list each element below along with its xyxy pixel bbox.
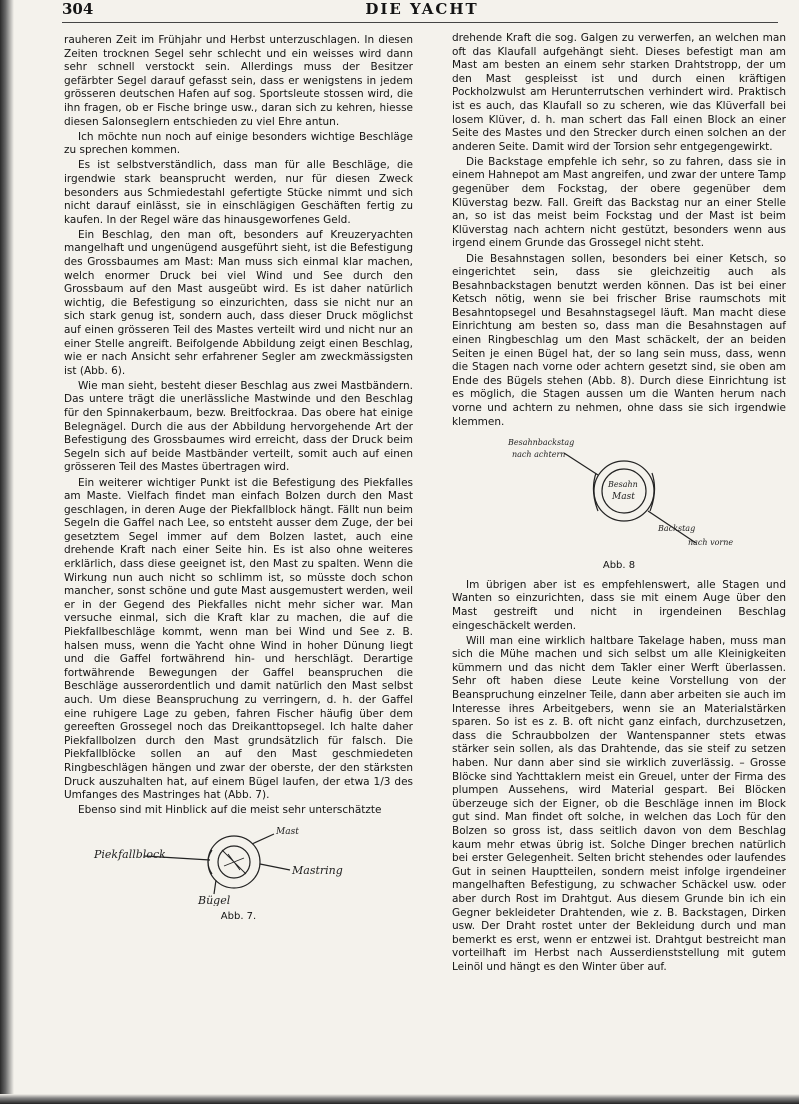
paragraph: drehende Kraft die sog. Galgen zu verwerfen, an welchen man oft das Klaufall aufgehängt sieht. Dieses befestigt man am Mast am besten an einem sehr starken Drahtstropp, der um den Mast gespleisst ist und durch einen kräftigen Pockholzwulst am Herunterrutschen verhindert wird. Praktisch ist es auch, das Klaufall so zu scheren, wie das Klüverfall bei losem Klüver, d. h. man schert das Fall einen Block an einer Seite des Mastes und den Strecker durch einen solchen an der anderen Seite. Damit wird der Torsion sehr entgegengewirkt. [452,32,786,153]
label-nach-vorne: nach vorne [688,538,734,548]
paragraph: rauheren Zeit im Frühjahr und Herbst unterzuschlagen. In diesen Zeiten trocknen Segel sehr schlecht und ein weisses wird dann sehr schnell verstockt sein. Allerdings muss der Besitzer gefärbter Segel darauf gefasst sein, dass er wenigstens in jedem grösseren deutschen Hafen auf sog. Sportsleute stossen wird, die ihn fragen, ob er Fische bringe usw., daran sich zu kehren, hiesse diesen Salonseglern entschieden zu viel Ehre antun. [64,34,413,128]
pointer-mastring [260,864,290,870]
page-shadow-bottom [0,1094,799,1104]
label-backstag: Backstag [658,524,696,534]
label-besahnbackstag: Besahnbackstag [508,438,575,448]
label-mast: Mast [276,826,299,837]
page-shadow-left [0,0,14,1104]
pointer-buegel [214,880,216,894]
page-number: 304 [62,0,94,18]
paragraph: Es ist selbstverständlich, dass man für alle Beschläge, die irgendwie stark beansprucht werden, nur für diesen Zweck besonders aus Schmiedestahl gefertigte Stücke nimmt und sich nicht darauf einlässt, sie in einschlägigen Geschäften fertig zu kaufen. In der Regel wäre das hinausgeworfenes Geld. [64,159,413,226]
paragraph: Ich möchte nun noch auf einige besonders wichtige Beschläge zu sprechen kommen. [64,130,413,157]
paragraph: Die Backstage empfehle ich sehr, so zu fahren, dass sie in einem Hahnepot am Mast angreifen, und zwar der untere Tamp gegenüber dem Fockstag, der obere gegenüber dem Klüverstag bezw. Fall. Greift das Backstag nur an einer Stelle an, so ist das meist beim Fockstag und der Mast ist beim Klüverstag nach achtern nicht gestützt, besonders wenn aus irgend einem Grunde das Grossegel nicht steht. [452,155,786,250]
paragraph: Die Besahnstagen sollen, besonders bei einer Ketsch, so eingerichtet sein, dass sie gleichzeitig auch als Besahnbackstagen benutzt werden können. Das ist bei einer Ketsch nötig, wenn sie bei frischer Brise raumschots mit Besahntopsegel und Besahnstagsegel läuft. Man macht diese Einrichtung am besten so, dass man die Besahnstagen auf einen Ringbeschlag um den Mast schäckelt, der an beiden Seiten je einen Bügel hat, der so lang sein muss, dass, wenn die Stagen nach vorne oder achtern gesetzt sind, sie oben am Ende des Bügels stehen (Abb. 8). Durch diese Einrichtung ist es möglich, die Stagen aussen um die Wanten herum nach vorne und achtern zu nehmen, ohne dass sie sich irgendwie klemmen. [452,252,786,428]
label-mast: Mast [612,492,635,503]
stag-achtern-line [564,453,598,475]
label-mastring: Mastring [292,863,343,877]
right-column [452,32,786,976]
figure-7-caption: Abb. 7. [220,910,257,922]
figure-7-sketch [64,822,413,906]
paragraph: Ein Beschlag, den man oft, besonders auf Kreuzeryachten mangelhaft und ungenügend ausgeführt sieht, ist die Befestigung des Grossbaumes am Mast: Man muss sich einmal klar machen, welch enormer Druck bei viel Wind und See durch den Grossbaum auf den Mast ausgeübt wird. Es ist daher natürlich wichtig, die Befestigung so einzurichten, dass sie nicht nur an sich stark genug ist, sondern auch, dass dieser Druck möglichst auf einen grösseren Teil des Mastes verteilt wird und nicht nur an einer Stelle angreift. Beifolgende Abbildung zeigt einen Beschlag, wie er nach Ansicht sehr erfahrener Segler am zweckmässigsten ist (Abb. 6). [64,228,413,377]
figure-8-sketch [452,433,786,555]
left-column [64,34,413,929]
label-besahn: Besahn [608,480,638,490]
pointer-mast [252,834,274,844]
header-rule [62,22,778,23]
label-piekfallblock: Piekfallblock [94,847,166,861]
paragraph: Ebenso sind mit Hinblick auf die meist sehr unterschätzte [78,804,382,817]
label-buegel: Bügel [198,893,231,906]
paragraph: Im übrigen aber ist es empfehlenswert, alle Stagen und Wanten so einzurichten, dass sie mit einem Auge über den Mast gestreift und nicht in irgendeinen Beschlag eingeschäckelt werden. [452,578,786,632]
paragraph: Will man eine wirklich haltbare Takelage haben, muss man sich die Mühe machen und sich selbst um alle Kleinigkeiten kümmern und das nicht dem Takler einer Werft überlassen. Sehr oft haben diese Leute keine Vorstellung von der Beanspruchung einzelner Teile, dann aber arbeiten sie auch im Interesse ihres Arbeitgebers, wenn sie an Materialstärken sparen. So ist es z. B. oft nicht ganz einfach, durchzusetzen, dass die Schraubbolzen der Wantenspanner stets etwas stärker sein sollen, als das Drahtende, das sie steif zu setzen haben. Nur dann aber sind sie wirklich zuverlässig. – Grosse Blöcke sind Yachttaklern meist ein Greuel, unter der Firma des plumpen Aussehens, wird Material gespart. Bei Blöcken überzeuge sich der Eigner, ob die Beschläge innen im Block gut sind. Man findet oft solche, in welchen das Loch für den Bolzen so gross ist, dass seitlich davon von dem Beschlag kaum mehr etwas übrig ist. Solche Dinger brechen natürlich bei erster Gelegenheit. Selten bricht stehendes oder laufendes Gut in seinen Hauptteilen, sondern meist infolge irgendeiner mangelhaften Befestigung, zu schwacher Schäckel usw. oder aber durch Rost im Drahtgut. Aus diesem Grunde bin ich ein Gegner bekleideter Drahtenden, wie z. B. Backstagen, Dirken usw. Der Draht rostet unter der Bekleidung durch und man bemerkt es erst, wenn er entzwei ist. Drahtgut bestreicht man vorteilhaft im Herbst nach Ausserdienststellung mit gutem Leinöl und hängt es den Winter über auf. [452,634,786,973]
paragraph: Ein weiterer wichtiger Punkt ist die Befestigung des Piekfalles am Maste. Vielfach findet man einfach Bolzen durch den Mast geschlagen, in deren Auge der Piekfallblock hängt. Fällt nun beim Segeln die Gaffel nach Lee, so entsteht ausser dem Zuge, der bei gesetztem Segel immer auf dem Bolzen lastet, auch eine drehende Kraft nach einer Seite hin. Es ist also ohne weiteres erklärlich, dass diese geeignet ist, den Mast zu spalten. Wenn die Wirkung nun auch nicht so schlimm ist, so müsste doch schon mancher, sonst schöne und gute Mast ausgemustert werden, weil er in der Gegend des Piekfalles nicht mehr sicher war. Man versuche einmal, sich die Kraft klar zu machen, die auf die Piekfallbeschläge kommt, wenn man bei Wind und See z. B. halsen muss, wenn die Yacht ohne Wind in hoher Dünung liegt und die Gaffel fortwährend hin- und herschlägt. Derartige fortwährende Bewegungen der Gaffel beanspruchen die Beschläge ausserordentlich und damit natürlich den Mast selbst auch. Um diese Beanspruchung zu verringern, d. h. der Gaffel eine ruhigere Lage zu geben, fahren Fischer häufig über dem gereeften Grossegel noch das Dreikanttopsegel. Ich halte daher Piekfallbolzen durch den Mast grundsätzlich für falsch. Die Piekfallblöcke sollen an auf den Mast geschmiedeten Ringbeschlägen hängen und zwar der oberste, der den stärksten Druck auszuhalten hat, auf einem Bügel laufen, der etwa 1/3 des Umfanges des Mastringes hat (Abb. 7). [64,476,413,802]
ringbeschlag-outer [594,461,654,521]
paragraph: Wie man sieht, besteht dieser Beschlag aus zwei Mastbändern. Das unterе trägt die unerlässliche Mastwinde und den Beschlag für den Spinnakerbaum, bezw. Breitfockraa. Das obere hat einige Belegnägel. Durch die aus der Abbildung hervorgehende Art der Befestigung des Grossbaumes wird erreicht, dass der Druck beim Segeln sich auf beide Mastbänder verteilt, somit auch auf einen grösseren Teil des Mastes übertragen wird. [64,379,413,474]
label-nach-achtern: nach achtern [512,450,566,460]
buegel-arc [208,850,212,874]
journal-title: DIE YACHT [365,0,479,18]
mast-hatching [222,850,246,874]
besahnmast-circle [602,469,646,513]
figure-8-caption: Abb. 8 [602,560,636,572]
